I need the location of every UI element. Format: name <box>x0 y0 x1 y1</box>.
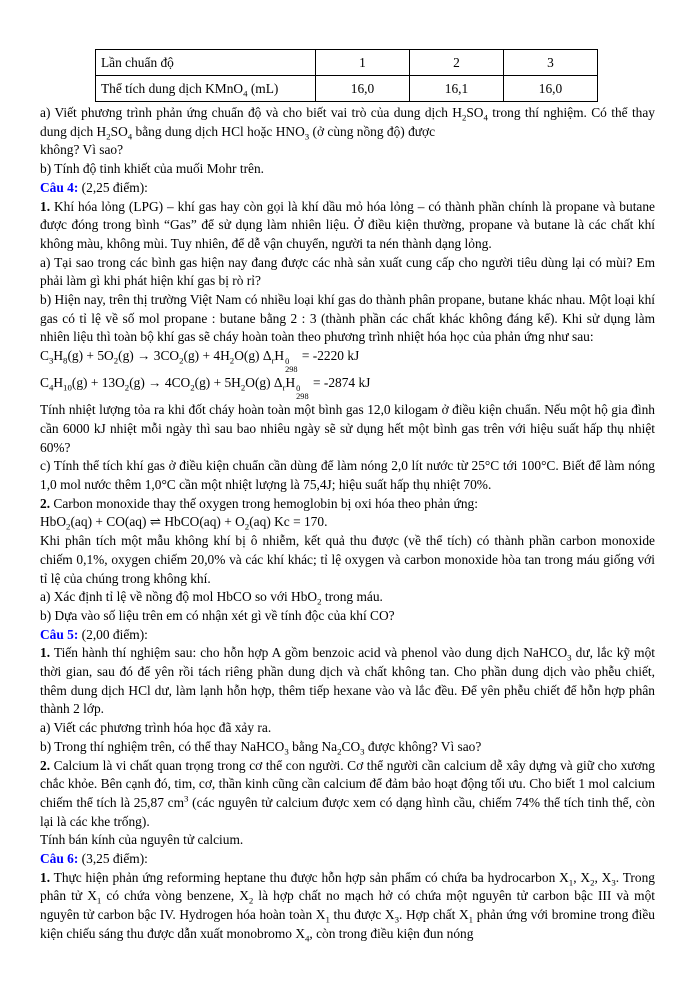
text-run: Khi phân tích một mẫu không khí bị ô nhiễm, kết quả thu được (về thể tích) có thành phần carbon monoxide chiếm 0,1%, oxygen chiếm 20,0% và các khí khác; tỉ lệ oxygen và carbon monoxide hòa tan trong máu giống với tỉ lệ của chúng trong không khí. <box>40 533 655 586</box>
text-run: a) Viết các phương trình hóa học đã xảy ra. <box>40 720 272 736</box>
question-label: Câu 5: <box>40 626 79 642</box>
question-3a <box>40 104 655 141</box>
cau-4-2-context <box>40 532 655 588</box>
text-run: a) Tại sao trong các bình gas hiện nay đang được các nhà sản xuất cung cấp cho người tiêu dùng lại có mùi? Em phải làm gì khi phát hiện khí gas bị rò rỉ? <box>40 254 655 289</box>
text-run: không? Vì sao? <box>40 142 124 158</box>
table-row <box>96 76 598 102</box>
question-label: Câu 6: <box>40 851 79 867</box>
cau-4-1a <box>40 254 655 291</box>
text-run: Carbon monoxide thay thế oxygen trong hemoglobin bị oxi hóa theo phản ứng: <box>50 495 478 511</box>
part-number: 1. <box>40 198 51 214</box>
question-label: Câu 4: <box>40 179 79 195</box>
question-3a-continued <box>40 141 655 160</box>
cau-4-header <box>40 179 655 198</box>
cau-6-part-1 <box>40 869 655 944</box>
text-run: Tính nhiệt lượng tỏa ra khi đốt cháy hoàn toàn một bình gas 12,0 kilogam ở điều kiện chuẩn. Nếu một hộ gia đình cần 6000 kJ nhiệt mỗi ngày thì sau bao nhiêu ngày sẽ sử dụng hết một bình gas trên với hiệu suất hấp thụ nhiệt 60%? <box>40 402 655 455</box>
cau-4-2a <box>40 588 655 607</box>
table-cell: 3 <box>504 50 598 76</box>
text-run: (2,25 điểm): <box>78 179 148 195</box>
text-run: HbO$_2$(aq) + CO(aq) ⇌ HbCO(aq) + $O_2(aq) Kc = 170$. <box>40 514 328 533</box>
part-number: 2. <box>40 757 51 773</box>
text-run: b) Trong thí nghiệm trên, có thể thay NaHCO$_3$ bằng $Na_2CO_3$ được không? Vì sao? <box>40 738 482 757</box>
text-run: $C_3H_8(g) + 5O_2(g) \to 3CO_2(g) + 4H_2O(g)$ $\Delta_rH$ 0 298 = -2220 kJ <box>40 348 360 375</box>
text-run: b) Dựa vào số liệu trên em có nhận xét gì về tính độc của khí CO? <box>40 607 395 623</box>
text-run: b) Hiện nay, trên thị trường Việt Nam có nhiều loại khí gas do thành phân propane, butane khác nhau. Một loại khí gas có tỉ lệ về số mol propane : butane bằng 2 : 3 (thành phần các chất khác không đáng kể). Khi sử dụng làm nhiên liệu thì toàn bộ khí gas sẽ cháy hoàn toàn theo phương trình nhiệt hóa học của phản ứng như sau: <box>40 292 655 345</box>
text-run: a) Xác định tỉ lệ về nồng độ mol HbCO so với HbO$_2$ trong máu. <box>40 589 383 607</box>
cau-5-header <box>40 626 655 645</box>
document-body <box>40 49 655 944</box>
cau-5-2-task <box>40 831 655 850</box>
text-run: Calcium là vi chất quan trọng trong cơ thể con người. Cơ thể người cần calcium dễ xây dựng và giữ cho xương chắc khỏe. Bên cạnh đó, tim, cơ, thần kinh cũng cần calcium để đảm bảo hoạt động tối ưu. Cho biết 1 mol calcium chiếm thể tích là 25,87 $cm^3$ (các nguyên tử calcium được xem có dạng hình cầu, chiếm 74% thể tích tinh thể, còn lại là các khe trống). <box>40 757 656 829</box>
text-run: $C_4H_{10}(g) + 13O_2(g) \to 4CO_2(g) + 5H_2O(g)$ $\Delta_rH$ 0 298 = -2874 kJ <box>40 375 371 402</box>
hemoglobin-equilibrium-equation <box>40 513 655 532</box>
table-cell: Thể tích dung dịch KMnO$_4$ (mL) <box>96 76 316 102</box>
text-run: (2,00 điểm): <box>78 626 148 642</box>
cau-4-2b <box>40 607 655 626</box>
cau-4-1c <box>40 457 655 494</box>
cau-4-1b <box>40 291 655 347</box>
cau-5-part-1 <box>40 644 655 719</box>
thermochemical-equation-propane <box>40 347 655 374</box>
text-run: Thực hiện phản ứng reforming heptane thu được hỗn hợp sản phẩm có chứa ba hydrocarbon $X_1$, $X_2$, $X_3$. Trong phân tử $X_1$ có chứa vòng benzene, $X_2$ là hợp chất no mạch hở có chứa một nguyên tử carbon bậc III và một nguyên tử carbon bậc IV. Hydrogen hóa hoàn toàn $X_1$ thu được $X_3$. Hợp chất $X_1$ phản ứng với bromine trong điều kiện chiếu sáng thu được dẫn xuất monobromo $X_4$, còn trong điều kiện đun nóng <box>40 869 655 944</box>
table-cell: 2 <box>410 50 504 76</box>
table-cell: 16,0 <box>504 76 598 102</box>
question-3b <box>40 160 655 179</box>
stacked-supsub: 0 298 <box>296 383 309 402</box>
text-run: Tính bán kính của nguyên tử calcium. <box>40 832 244 848</box>
table-row <box>96 50 598 76</box>
table-cell: 1 <box>316 50 410 76</box>
table-cell: 16,1 <box>410 76 504 102</box>
text-run: Tiến hành thí nghiệm sau: cho hỗn hợp A gồm benzoic acid và phenol vào dung dịch NaHCO$_3$ dư, lắc kỹ một thời gian, sau đó để yên rồi tách riêng phần dung dịch và chất không tan. Cho phần dung dịch vào phễu chiết, thêm dung dịch HCl dư, làm lạnh hỗn hợp, thêm tiếp hexane vào và lắc đều. Để yên phễu chiết để hỗn hợp phân thành 2 lớp. <box>40 645 656 717</box>
text-run: a) Viết phương trình phản ứng chuẩn độ và cho biết vai trò của dung dịch $H_2SO_4$ trong thí nghiệm. Có thể thay dung dịch $H_2SO_4$ bằng dung dịch HCl hoặc $HNO_3$ (ở cùng nồng độ) được <box>40 105 655 142</box>
cau-5-1b <box>40 738 655 757</box>
text-run: c) Tính thể tích khí gas ở điều kiện chuẩn cần dùng để làm nóng 2,0 lít nước từ 25°C tới 100°C. Biết để làm nóng 1,0 mol nước thêm 1,0°C cần một nhiệt lượng là 75,4J; hiệu suất hấp thụ nhiệt 70%. <box>40 458 655 492</box>
text-run: Khí hóa lỏng (LPG) – khí gas hay còn gọi là khí dầu mỏ hóa lỏng – có thành phần chính là propane và butane được đóng trong bình “Gas” để sử dụng làm nhiên liệu. Ở điều kiện thường, propane và butane là các chất khí không màu, không mùi. Tuy nhiên, để dễ vận chuyển, người ta nén thành dạng lỏng. <box>40 198 655 251</box>
cau-5-1a <box>40 719 655 738</box>
cau-4-part-2 <box>40 495 655 514</box>
stacked-supsub: 0 298 <box>285 356 298 375</box>
part-number: 1. <box>40 645 51 661</box>
table-cell: Lần chuẩn độ <box>96 50 316 76</box>
cau-4-part-1 <box>40 198 655 254</box>
cau-5-part-2 <box>40 757 655 832</box>
text-run: (3,25 điểm): <box>78 851 148 867</box>
cau-4-1b-task <box>40 401 655 457</box>
part-number: 2. <box>40 495 51 511</box>
text-run: b) Tính độ tinh khiết của muối Mohr trên. <box>40 161 265 177</box>
thermochemical-equation-butane <box>40 374 655 401</box>
titration-results-table <box>95 49 598 102</box>
cau-6-header <box>40 850 655 869</box>
part-number: 1. <box>40 869 51 885</box>
table-cell: 16,0 <box>316 76 410 102</box>
